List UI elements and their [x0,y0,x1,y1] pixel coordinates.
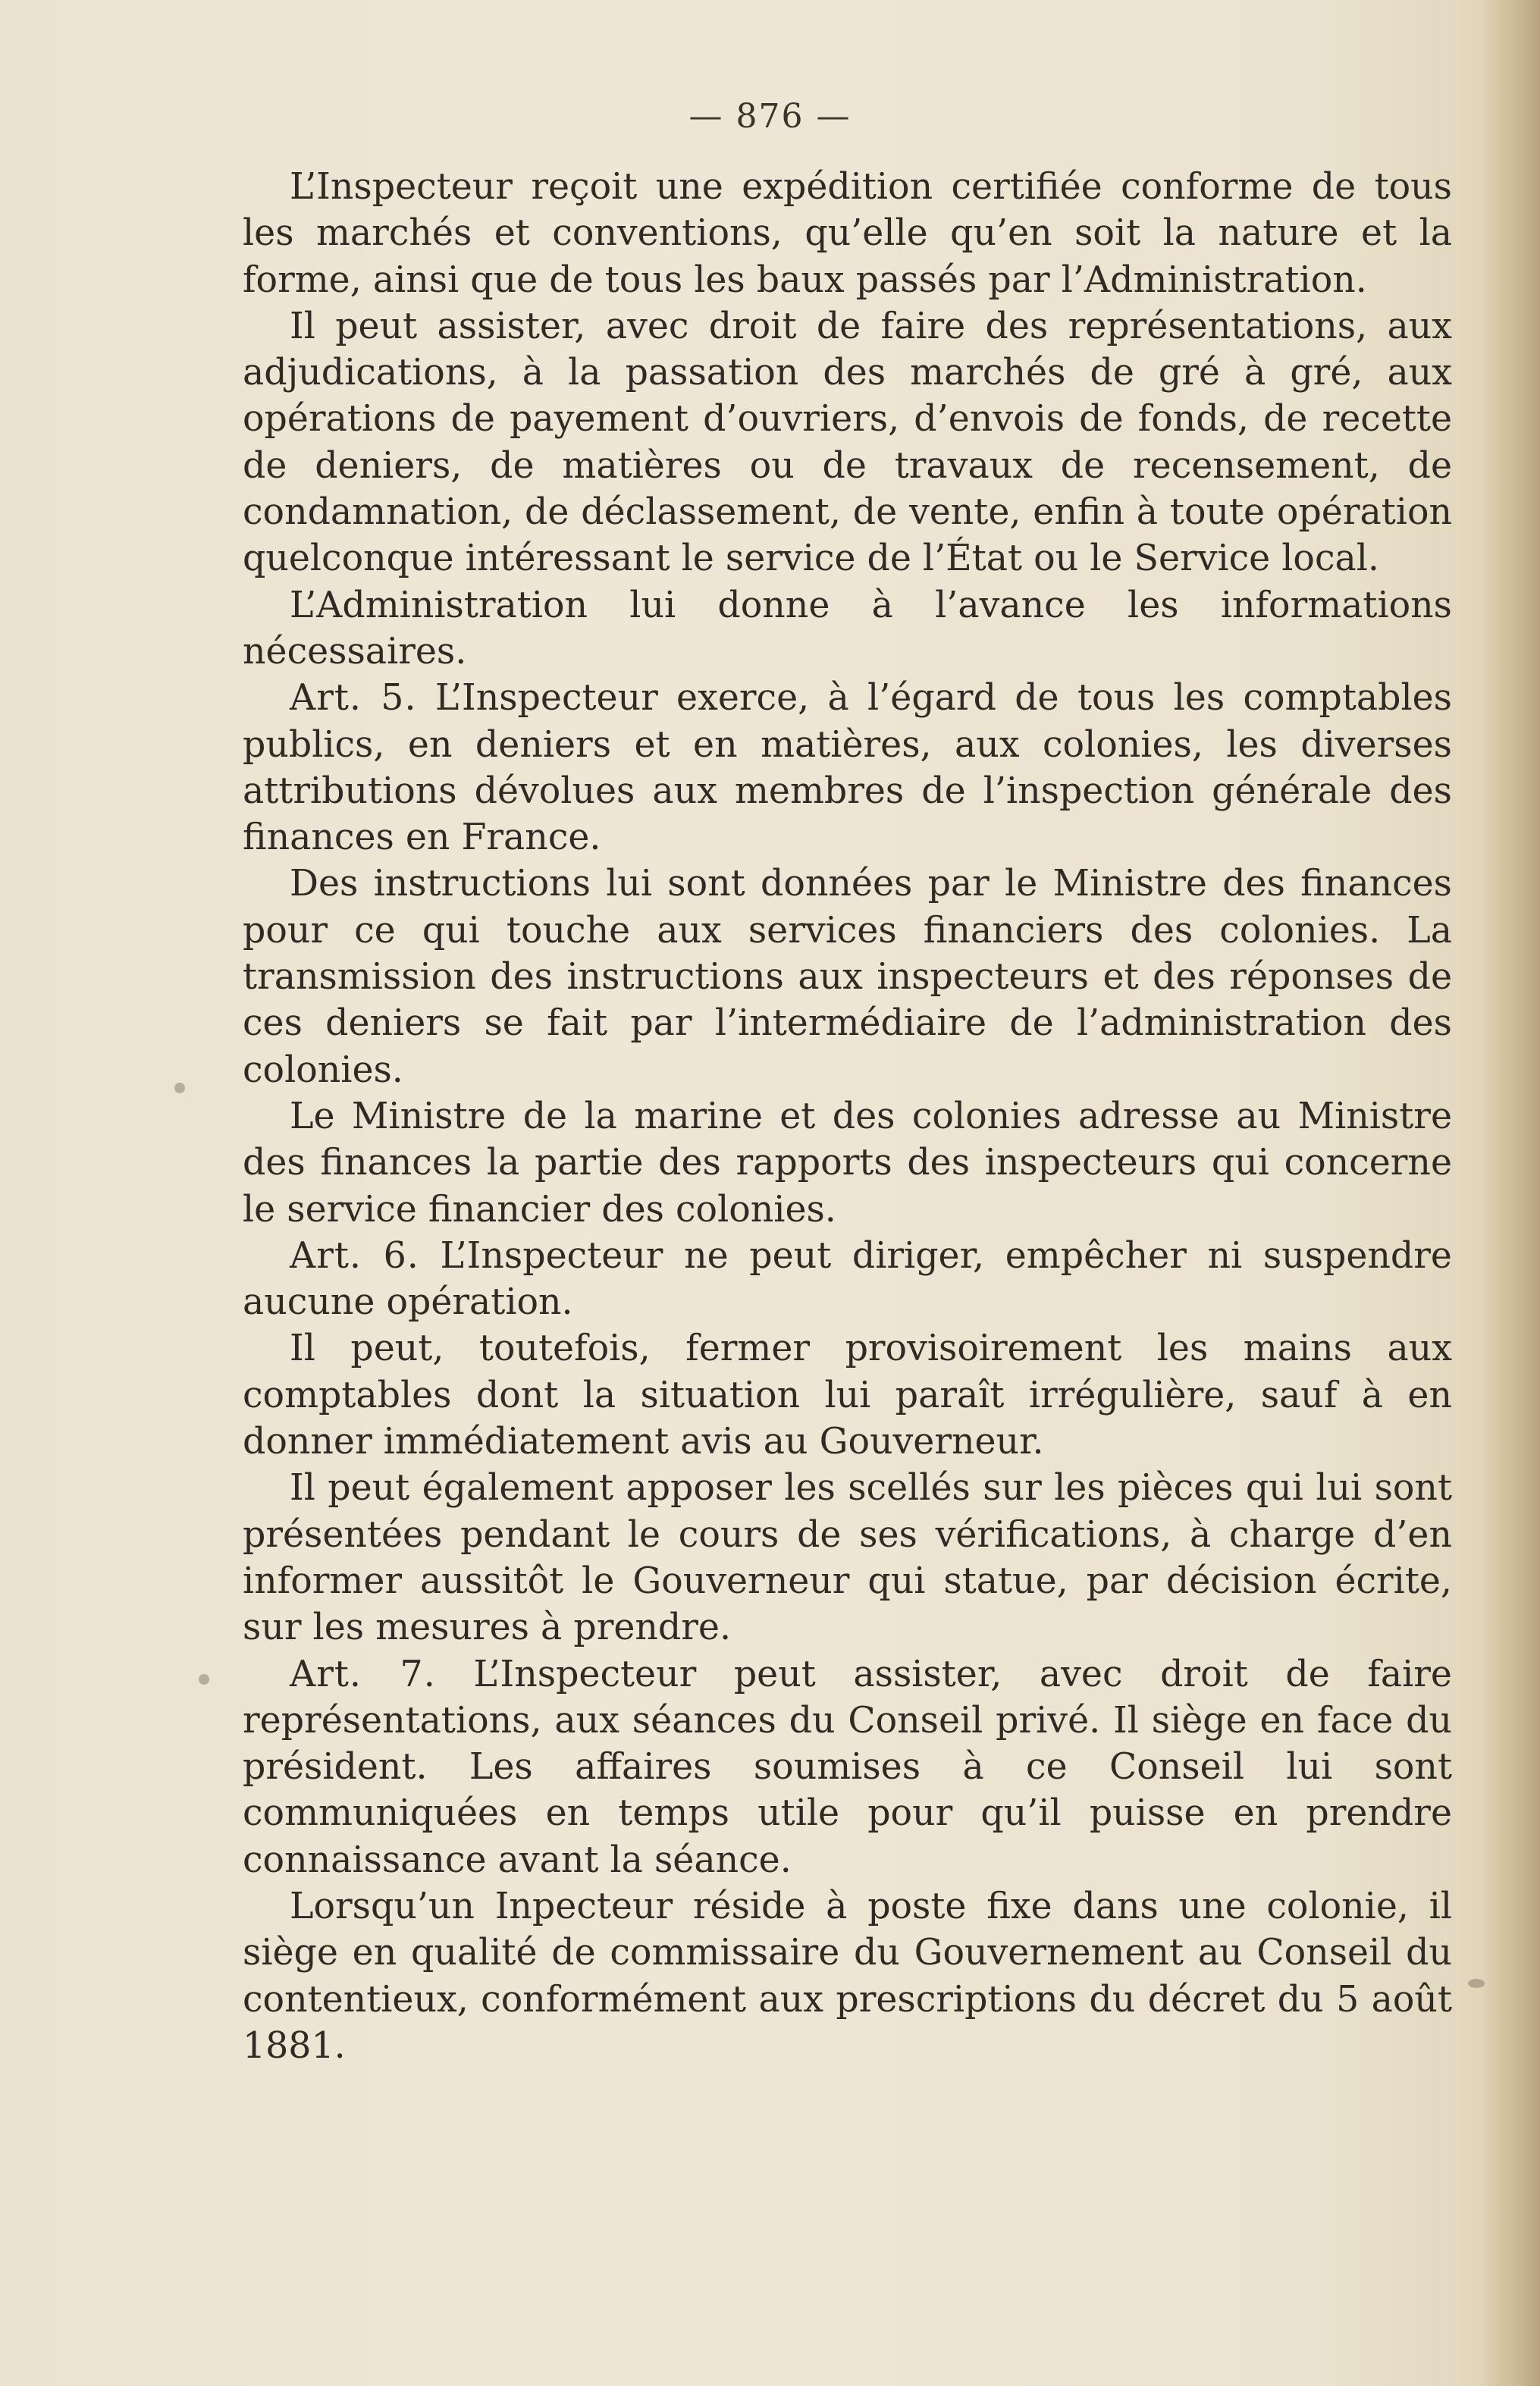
article-paragraph [243,1651,1452,1883]
article-label: Art. 7. [290,1653,436,1695]
paragraph [243,1093,1452,1233]
article-label: Art. 5. [290,677,417,720]
article-paragraph [243,1233,1452,1326]
paragraph-text: L’Inspecteur ne peut diriger, empêcher ni suspendre aucune opération. [243,1234,1452,1324]
paragraph-text: L’Inspecteur peut assister, avec droit de faire représentations, aux séances du Conseil privé. Il siège en face du président. Les affaires soumises à ce Conseil lui sont communiquées en temps utile pour qu’il puisse en prendre connaissance avant la séance. [243,1653,1452,1881]
paragraph [243,582,1452,676]
paragraph [243,303,1452,582]
page-number: — 876 — [688,97,852,136]
body-text [243,164,1452,2069]
paragraph-text: Le Ministre de la marine et des colonies adresse au Ministre des finances la partie des rapports des inspecteurs qui concerne le service financier des colonies. [243,1095,1452,1231]
paragraph-text: Il peut assister, avec droit de faire des représentations, aux adjudications, à la passation des marchés de gré à gré, aux opérations de payement d’ouvriers, d’envois de fonds, de recette de deniers, de matières ou de travaux de recensement, de condamnation, de déclassement, de vente, enfin à toute opération quelconque intéressant le service de l’État ou le Service local. [243,305,1452,580]
paragraph-text: L’Inspecteur exerce, à l’égard de tous les comptables publics, en deniers et en matières, aux colonies, les diverses attributions dévolues aux membres de l’inspection générale des finances en France. [243,677,1452,859]
paragraph-text: Il peut, toutefois, fermer provisoirement les mains aux comptables dont la situation lui paraît irrégulière, sauf à en donner immédiatement avis au Gouverneur. [243,1328,1452,1463]
paragraph [243,164,1452,303]
article-label: Art. 6. [290,1234,419,1277]
paragraph [243,1325,1452,1465]
article-paragraph [243,675,1452,861]
paragraph [243,1465,1452,1651]
paragraph-text: L’Inspecteur reçoit une expédition certifiée conforme de tous les marchés et conventions, qu’elle qu’en soit la nature et la forme, ainsi que de tous les baux passés par l’Administration. [243,166,1452,301]
paragraph-text: Des instructions lui sont données par le Ministre des finances pour ce qui touche aux services financiers des colonies. La transmission des instructions aux inspecteurs et des réponses de ces deniers se fait par l’intermédiaire de l’administration des colonies. [243,863,1452,1091]
scan-speck [1468,1979,1485,1988]
page-edge-shadow [1479,0,1540,2386]
scan-speck [174,1083,185,1093]
scan-speck [199,1674,209,1685]
paragraph [243,861,1452,1093]
paragraph [243,1883,1452,2069]
paragraph-text: Lorsqu’un Inpecteur réside à poste fixe dans une colonie, il siège en qualité de commissaire du Gouvernement au Conseil du contentieux, conformément aux prescriptions du décret du 5 août 1881. [243,1885,1452,2067]
paragraph-text: Il peut également apposer les scellés sur les pièces qui lui sont présentées pendant le cours de ses vérifications, à charge d’en informer aussitôt le Gouverneur qui statue, par décision écrite, sur les mesures à prendre. [243,1467,1452,1649]
paragraph-text: L’Administration lui donne à l’avance les informations nécessaires. [243,584,1452,673]
